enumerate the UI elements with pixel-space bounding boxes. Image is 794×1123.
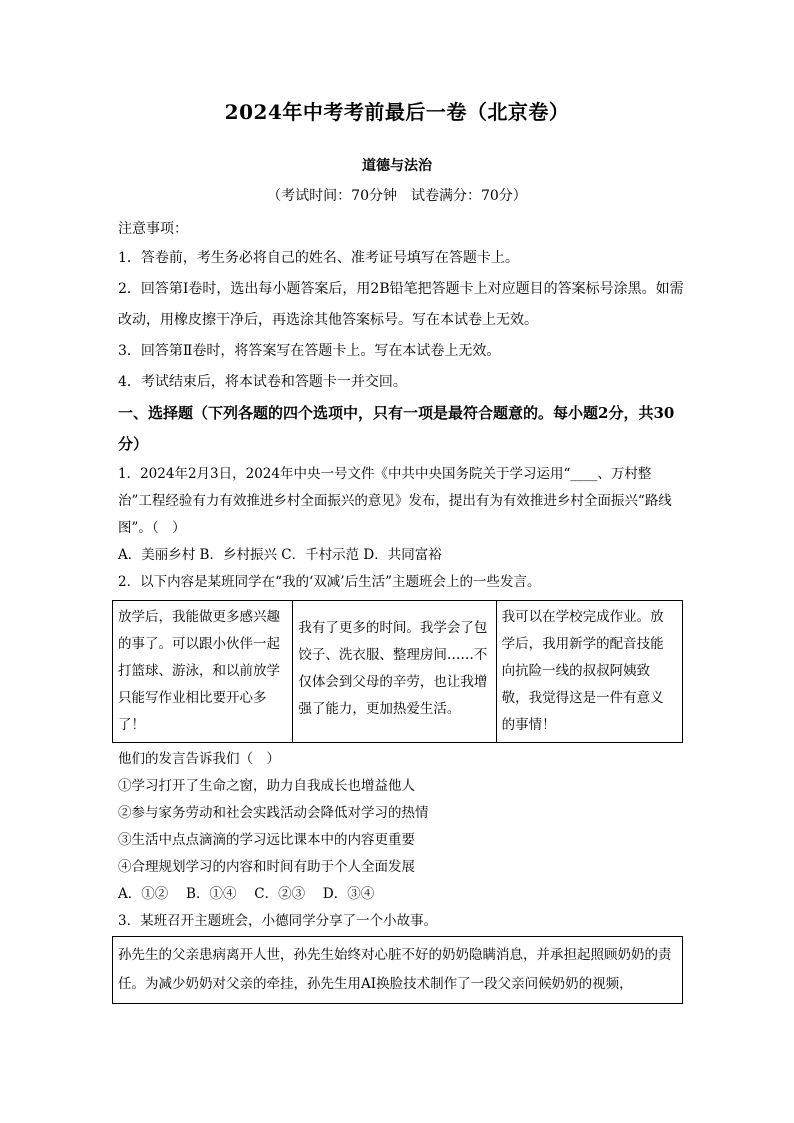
statement-4: ④合理规划学习的内容和时间有助于个人全面发展 (118, 859, 415, 875)
question-1-options: A．美丽乡村 B．乡村振兴 C．千村示范 D．共同富裕 (118, 547, 442, 563)
question-2-options: A．①② B．①④ C．②③ D．③④ (118, 886, 375, 902)
question-3-stem: 3．某班召开主题班会，小德同学分享了一个小故事。 (118, 913, 438, 929)
question-2-stem: 2．以下内容是某班同学在“我的‘双减’后生活”主题班会上的一些发言。 (118, 574, 541, 590)
statement-2: ②参与家务劳动和社会实践活动会降低对学习的热情 (118, 805, 429, 821)
notice-item-1: 1．答卷前，考生务必将自己的姓名、准考证号填写在答题卡上。 (118, 250, 519, 266)
notice-item-4: 4．考试结束后，将本试卷和答题卡一并交回。 (118, 374, 407, 390)
notice-item-2: 2．回答第Ⅰ卷时，选出每小题答案后，用2B铅笔把答题卡上对应题目的答案标号涂黑。如需改动，用橡皮擦干净后，再选涂其他答案标号。写在本试卷上无效。 (118, 281, 684, 328)
statement-1: ①学习打开了生命之窗，助力自我成长也增益他人 (118, 778, 415, 794)
section-one-heading: 一、选择题（下列各题的四个选项中，只有一项是最符合题意的。每小题2分，共30分） (118, 404, 675, 453)
question-2-prompt: 他们的发言告诉我们（ ） (118, 751, 280, 767)
question-1-stem: 1．2024年2月3日，2024年中央一号文件《中共中央国务院关于学习运用“____、万村整治”工程经验有力有效推进乡村全面振兴的意见》发布，提出有为有效推进乡村全面振兴“路线图”。（ ） (118, 466, 672, 536)
exam-subject: 道德与法治 (362, 158, 432, 174)
notice-heading: 注意事项： (118, 221, 188, 237)
speech-cell-3: 我可以在学校完成作业。放学后，我用新学的配音技能向抗险一线的叔叔阿姨致敬，我觉得这是一件有意义的事情！ (496, 601, 682, 743)
story-box: 孙先生的父亲患病离开人世，孙先生始终对心脏不好的奶奶隐瞒消息，并承担起照顾奶奶的责任。为减少奶奶对父亲的牵挂，孙先生用AI换脸技术制作了一段父亲问候奶奶的视频， (112, 936, 683, 1004)
exam-time-and-score: （考试时间：70分钟 试卷满分：70分） (267, 188, 527, 204)
student-speech-table (112, 600, 683, 743)
exam-title: 2024年中考考前最后一卷（北京卷） (224, 100, 570, 124)
speech-cell-2: 我有了更多的时间。我学会了包饺子、洗衣服、整理房间……不仅体会到父母的辛劳，也让我增强了能力，更加热爱生活。 (293, 601, 496, 743)
statement-3: ③生活中点点滴滴的学习远比课本中的内容更重要 (118, 832, 415, 848)
notice-item-3: 3．回答第Ⅱ卷时，将答案写在答题卡上。写在本试卷上无效。 (118, 343, 501, 359)
table-row (113, 601, 683, 743)
speech-cell-1: 放学后，我能做更多感兴趣的事了。可以跟小伙伴一起打篮球、游泳，和以前放学只能写作业相比要开心多了！ (113, 601, 293, 743)
